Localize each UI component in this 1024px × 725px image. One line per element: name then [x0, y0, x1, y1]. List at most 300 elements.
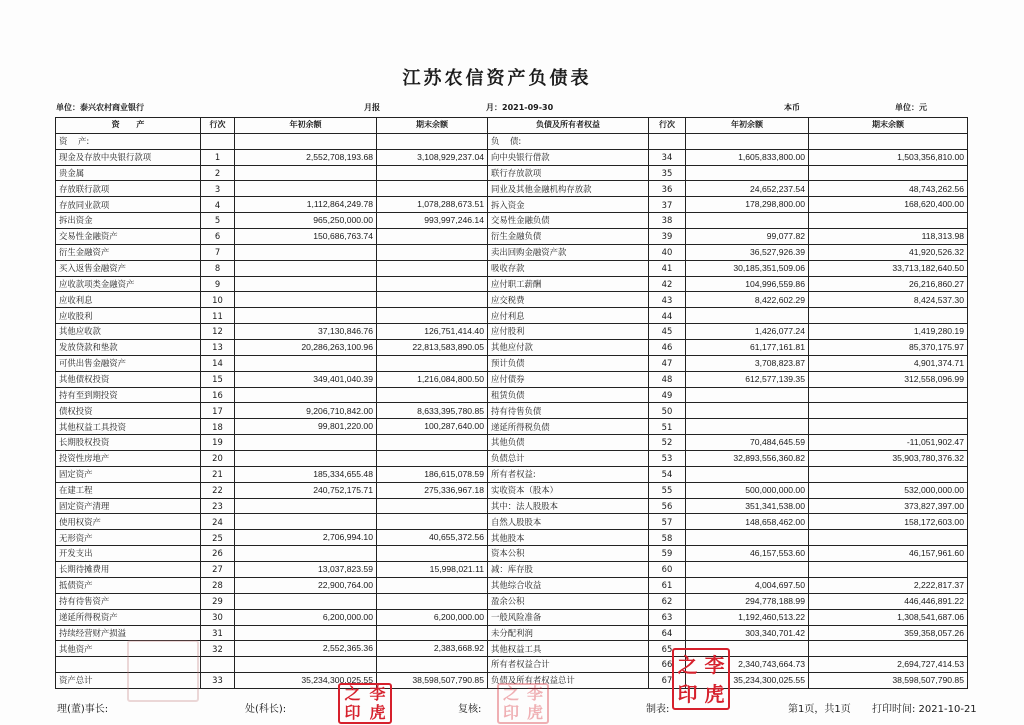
liability-line-no: 53 [649, 451, 686, 467]
asset-begin-balance [235, 593, 377, 609]
liability-line-no: 43 [649, 292, 686, 308]
seal-char: 印 [677, 681, 698, 706]
liability-end-balance: 2,694,727,414.53 [809, 657, 968, 673]
liability-line-no: 52 [649, 435, 686, 451]
liability-equity-name: 应付股利 [488, 324, 649, 340]
document-title: 江苏农信资产负债表 [402, 68, 592, 89]
asset-name: 递延所得税资产 [56, 609, 201, 625]
table-row [56, 435, 968, 451]
table-row [56, 498, 968, 514]
asset-end-balance [377, 657, 488, 673]
table-header-row [56, 118, 968, 134]
table-row [56, 577, 968, 593]
liability-equity-name: 其他权益工具 [488, 641, 649, 657]
header-liability-line-no: 行次 [649, 118, 686, 134]
asset-line-no: 15 [201, 371, 235, 387]
table-row [56, 530, 968, 546]
asset-line-no: 32 [201, 641, 235, 657]
asset-name: 贵金属 [56, 165, 201, 181]
liability-line-no: 44 [649, 308, 686, 324]
liability-end-balance [809, 530, 968, 546]
liability-equity-name: 所有者权益合计 [488, 657, 649, 673]
asset-name: 开发支出 [56, 546, 201, 562]
asset-end-balance [377, 625, 488, 641]
asset-name: 现金及存放中央银行款项 [56, 149, 201, 165]
asset-name: 应收股利 [56, 308, 201, 324]
asset-name: 存放联行款项 [56, 181, 201, 197]
liability-begin-balance: 351,341,538.00 [686, 498, 809, 514]
liability-end-balance: -11,051,902.47 [809, 435, 968, 451]
table-row [56, 546, 968, 562]
seal-char: 李 [704, 652, 725, 677]
asset-begin-balance [235, 276, 377, 292]
asset-name: 存放同业款项 [56, 197, 201, 213]
asset-end-balance [377, 355, 488, 371]
liability-equity-name: 联行存放款项 [488, 165, 649, 181]
seal-char: 之 [502, 684, 519, 704]
asset-line-no: 17 [201, 403, 235, 419]
asset-end-balance [377, 165, 488, 181]
asset-begin-balance [235, 657, 377, 673]
asset-name: 在建工程 [56, 482, 201, 498]
header-asset-begin-balance: 年初余额 [235, 118, 377, 134]
asset-name: 长期待摊费用 [56, 562, 201, 578]
asset-end-balance [377, 514, 488, 530]
liability-begin-balance: 35,234,300,025.55 [686, 673, 809, 689]
liability-end-balance [809, 403, 968, 419]
liability-line-no: 60 [649, 562, 686, 578]
liability-line-no: 42 [649, 276, 686, 292]
liability-line-no: 65 [649, 641, 686, 657]
asset-line-no: 13 [201, 340, 235, 356]
liability-end-balance: 446,446,891.22 [809, 593, 968, 609]
liability-line-no: 41 [649, 260, 686, 276]
asset-end-balance [377, 577, 488, 593]
header-asset-line-no: 行次 [201, 118, 235, 134]
liability-line-no: 35 [649, 165, 686, 181]
asset-line-no: 2 [201, 165, 235, 181]
liability-line-no: 54 [649, 466, 686, 482]
liability-line-no: 67 [649, 673, 686, 689]
asset-begin-balance [235, 308, 377, 324]
table-row [56, 403, 968, 419]
asset-name: 资产总计 [56, 673, 201, 689]
asset-line-no: 22 [201, 482, 235, 498]
asset-line-no: 5 [201, 213, 235, 229]
liability-equity-name: 负债总计 [488, 451, 649, 467]
liability-end-balance: 373,827,397.00 [809, 498, 968, 514]
liability-equity-name: 应付利息 [488, 308, 649, 324]
liability-line-no: 63 [649, 609, 686, 625]
table-row [56, 260, 968, 276]
asset-name: 应收利息 [56, 292, 201, 308]
asset-line-no: 11 [201, 308, 235, 324]
asset-name: 其他债权投资 [56, 371, 201, 387]
liability-end-balance [809, 562, 968, 578]
asset-name: 拆出资金 [56, 213, 201, 229]
asset-end-balance: 38,598,507,790.85 [377, 673, 488, 689]
asset-line-no: 14 [201, 355, 235, 371]
table-row [56, 292, 968, 308]
print-time: 打印时间: 2021-10-21 [872, 704, 977, 715]
asset-begin-balance [235, 165, 377, 181]
table-row [56, 213, 968, 229]
liability-end-balance: 312,558,096.99 [809, 371, 968, 387]
liability-end-balance: 168,620,400.00 [809, 197, 968, 213]
report-period: 月：2021-09-30 [486, 103, 554, 112]
liability-equity-name: 其他应付款 [488, 340, 649, 356]
liability-begin-balance [686, 133, 809, 149]
liability-begin-balance [686, 403, 809, 419]
asset-end-balance [377, 229, 488, 245]
table-row [56, 133, 968, 149]
table-row [56, 165, 968, 181]
table-row [56, 308, 968, 324]
liability-begin-balance: 4,004,697.50 [686, 577, 809, 593]
asset-begin-balance [235, 244, 377, 260]
asset-begin-balance [235, 546, 377, 562]
asset-line-no: 10 [201, 292, 235, 308]
liability-begin-balance: 61,177,161.81 [686, 340, 809, 356]
table-row [56, 229, 968, 245]
asset-name: 可供出售金融资产 [56, 355, 201, 371]
liability-end-balance: 359,358,057.26 [809, 625, 968, 641]
liability-equity-name: 自然人股股本 [488, 514, 649, 530]
liability-equity-name: 拆入资金 [488, 197, 649, 213]
asset-line-no: 9 [201, 276, 235, 292]
liability-end-balance: 85,370,175.97 [809, 340, 968, 356]
table-row [56, 355, 968, 371]
liability-equity-name: 同业及其他金融机构存放款 [488, 181, 649, 197]
asset-end-balance [377, 435, 488, 451]
liability-line-no: 58 [649, 530, 686, 546]
asset-line-no: 27 [201, 562, 235, 578]
liability-begin-balance: 32,893,556,360.82 [686, 451, 809, 467]
liability-end-balance: 4,901,374.71 [809, 355, 968, 371]
liability-line-no: 61 [649, 577, 686, 593]
asset-end-balance [377, 133, 488, 149]
asset-end-balance: 40,655,372.56 [377, 530, 488, 546]
liability-line-no: 48 [649, 371, 686, 387]
table-row [56, 419, 968, 435]
asset-line-no: 30 [201, 609, 235, 625]
liability-begin-balance [686, 530, 809, 546]
asset-name: 其他资产 [56, 641, 201, 657]
liability-line-no: 45 [649, 324, 686, 340]
liability-begin-balance: 3,708,823.87 [686, 355, 809, 371]
asset-begin-balance: 1,112,864,249.78 [235, 197, 377, 213]
liability-end-balance: 1,308,541,687.06 [809, 609, 968, 625]
liability-begin-balance: 2,340,743,664.73 [686, 657, 809, 673]
seal-char: 李 [526, 684, 543, 704]
asset-end-balance: 1,078,288,673.51 [377, 197, 488, 213]
liability-equity-name: 预计负债 [488, 355, 649, 371]
asset-end-balance: 6,200,000.00 [377, 609, 488, 625]
liability-end-balance: 1,419,280.19 [809, 324, 968, 340]
asset-name: 买入返售金融资产 [56, 260, 201, 276]
asset-begin-balance [235, 498, 377, 514]
liability-equity-name: 负 债: [488, 133, 649, 149]
asset-begin-balance: 9,206,710,842.00 [235, 403, 377, 419]
liability-begin-balance: 1,426,077.24 [686, 324, 809, 340]
table-row [56, 387, 968, 403]
reviewer-signature-label: 复核: [458, 704, 482, 715]
liability-line-no: 51 [649, 419, 686, 435]
currency-label: 本币 [784, 103, 800, 112]
asset-line-no: 31 [201, 625, 235, 641]
asset-begin-balance [235, 451, 377, 467]
liability-equity-name: 其他负债 [488, 435, 649, 451]
red-seal [338, 683, 392, 724]
liability-equity-name: 衍生金融负债 [488, 229, 649, 245]
liability-begin-balance [686, 165, 809, 181]
asset-line-no: 1 [201, 149, 235, 165]
liability-line-no: 62 [649, 593, 686, 609]
liability-end-balance: 48,743,262.56 [809, 181, 968, 197]
liability-line-no: 36 [649, 181, 686, 197]
liability-end-balance: 2,222,817.37 [809, 577, 968, 593]
seal-char: 虎 [369, 702, 386, 722]
asset-end-balance: 8,633,395,780.85 [377, 403, 488, 419]
asset-begin-balance: 6,200,000.00 [235, 609, 377, 625]
seal-char: 之 [344, 684, 361, 704]
liability-begin-balance: 178,298,800.00 [686, 197, 809, 213]
liability-line-no: 50 [649, 403, 686, 419]
asset-begin-balance [235, 625, 377, 641]
asset-name: 资 产: [56, 133, 201, 149]
liability-equity-name: 其他股本 [488, 530, 649, 546]
liability-line-no: 39 [649, 229, 686, 245]
header-liability-begin-balance: 年初余额 [686, 118, 809, 134]
liability-line-no: 40 [649, 244, 686, 260]
seal-char: 李 [369, 684, 386, 704]
header-liabilities-equity: 负债及所有者权益 [488, 118, 649, 134]
balance-sheet-table [55, 117, 968, 689]
liability-begin-balance: 303,340,701.42 [686, 625, 809, 641]
asset-line-no: 7 [201, 244, 235, 260]
liability-equity-name: 减：库存股 [488, 562, 649, 578]
asset-begin-balance [235, 292, 377, 308]
asset-begin-balance: 2,552,365.36 [235, 641, 377, 657]
asset-begin-balance [235, 355, 377, 371]
liability-equity-name: 租赁负债 [488, 387, 649, 403]
liability-begin-balance [686, 308, 809, 324]
liability-begin-balance: 8,422,602.29 [686, 292, 809, 308]
asset-end-balance [377, 292, 488, 308]
asset-begin-balance: 99,801,220.00 [235, 419, 377, 435]
liability-line-no: 46 [649, 340, 686, 356]
liability-line-no: 37 [649, 197, 686, 213]
asset-end-balance: 22,813,583,890.05 [377, 340, 488, 356]
asset-name: 持有至到期投资 [56, 387, 201, 403]
asset-end-balance: 15,998,021.11 [377, 562, 488, 578]
asset-begin-balance: 22,900,764.00 [235, 577, 377, 593]
asset-begin-balance: 37,130,846.76 [235, 324, 377, 340]
liability-line-no: 56 [649, 498, 686, 514]
liability-begin-balance [686, 419, 809, 435]
liability-equity-name: 递延所得税负债 [488, 419, 649, 435]
asset-line-no [201, 133, 235, 149]
asset-name: 使用权资产 [56, 514, 201, 530]
liability-end-balance: 46,157,961.60 [809, 546, 968, 562]
asset-line-no: 29 [201, 593, 235, 609]
table-row [56, 149, 968, 165]
asset-line-no: 3 [201, 181, 235, 197]
asset-end-balance: 126,751,414.40 [377, 324, 488, 340]
asset-end-balance: 1,216,084,800.50 [377, 371, 488, 387]
liability-begin-balance: 104,996,559.86 [686, 276, 809, 292]
asset-end-balance [377, 387, 488, 403]
table-row [56, 340, 968, 356]
asset-name: 其他应收款 [56, 324, 201, 340]
liability-end-balance [809, 641, 968, 657]
asset-begin-balance [235, 514, 377, 530]
table-row [56, 451, 968, 467]
liability-line-no: 64 [649, 625, 686, 641]
asset-end-balance: 186,615,078.59 [377, 466, 488, 482]
asset-begin-balance: 35,234,300,025.55 [235, 673, 377, 689]
asset-line-no: 8 [201, 260, 235, 276]
liability-equity-name: 应付债券 [488, 371, 649, 387]
liability-end-balance [809, 133, 968, 149]
report-type: 月报 [364, 103, 380, 112]
liability-begin-balance: 99,077.82 [686, 229, 809, 245]
asset-line-no: 4 [201, 197, 235, 213]
seal-char: 印 [344, 702, 361, 722]
liability-end-balance [809, 213, 968, 229]
asset-line-no: 6 [201, 229, 235, 245]
asset-end-balance [377, 244, 488, 260]
liability-equity-name: 吸收存款 [488, 260, 649, 276]
liability-equity-name: 其中：法人股股本 [488, 498, 649, 514]
table-row [56, 609, 968, 625]
asset-line-no: 18 [201, 419, 235, 435]
asset-begin-balance: 965,250,000.00 [235, 213, 377, 229]
liability-begin-balance: 70,484,645.59 [686, 435, 809, 451]
liability-line-no: 47 [649, 355, 686, 371]
liability-line-no: 34 [649, 149, 686, 165]
liability-line-no: 49 [649, 387, 686, 403]
asset-end-balance: 275,336,967.18 [377, 482, 488, 498]
asset-end-balance [377, 260, 488, 276]
asset-name: 抵债资产 [56, 577, 201, 593]
asset-end-balance: 100,287,640.00 [377, 419, 488, 435]
asset-begin-balance [235, 181, 377, 197]
asset-begin-balance: 13,037,823.59 [235, 562, 377, 578]
liability-end-balance: 8,424,537.30 [809, 292, 968, 308]
asset-name: 衍生金融资产 [56, 244, 201, 260]
asset-line-no: 26 [201, 546, 235, 562]
header-assets: 资 产 [56, 118, 201, 134]
table-row [56, 466, 968, 482]
liability-equity-name: 其他综合收益 [488, 577, 649, 593]
liability-begin-balance: 1,605,833,800.00 [686, 149, 809, 165]
liability-end-balance: 532,000,000.00 [809, 482, 968, 498]
asset-line-no: 33 [201, 673, 235, 689]
asset-name: 固定资产 [56, 466, 201, 482]
liability-equity-name: 未分配利润 [488, 625, 649, 641]
liability-equity-name: 盈余公积 [488, 593, 649, 609]
asset-line-no: 12 [201, 324, 235, 340]
liability-end-balance: 1,503,356,810.00 [809, 149, 968, 165]
liability-end-balance [809, 466, 968, 482]
liability-end-balance [809, 387, 968, 403]
seal-char: 虎 [704, 681, 725, 706]
liability-equity-name: 负债及所有者权益总计 [488, 673, 649, 689]
liability-begin-balance [686, 562, 809, 578]
asset-begin-balance [235, 435, 377, 451]
asset-name: 长期股权投资 [56, 435, 201, 451]
asset-begin-balance [235, 260, 377, 276]
asset-name: 债权投资 [56, 403, 201, 419]
table-row [56, 371, 968, 387]
red-seal-faint [497, 683, 549, 724]
asset-end-balance [377, 181, 488, 197]
section-chief-signature-label: 处(科长): [245, 704, 287, 715]
liability-end-balance: 33,713,182,640.50 [809, 260, 968, 276]
asset-begin-balance [235, 387, 377, 403]
asset-name: 投资性房地产 [56, 451, 201, 467]
unit-label: 单位：元 [895, 103, 927, 112]
asset-begin-balance: 2,552,708,193.68 [235, 149, 377, 165]
header-liability-end-balance: 期末余额 [809, 118, 968, 134]
preparer-signature-label: 制表: [646, 704, 670, 715]
liability-begin-balance: 46,157,553.60 [686, 546, 809, 562]
liability-line-no [649, 133, 686, 149]
liability-equity-name: 实收资本（股本） [488, 482, 649, 498]
asset-begin-balance: 20,286,263,100.96 [235, 340, 377, 356]
asset-end-balance: 2,383,668.92 [377, 641, 488, 657]
asset-line-no: 25 [201, 530, 235, 546]
liability-equity-name: 卖出回购金融资产款 [488, 244, 649, 260]
table-row [56, 197, 968, 213]
asset-end-balance: 993,997,246.14 [377, 213, 488, 229]
asset-name: 发放贷款和垫款 [56, 340, 201, 356]
asset-name: 持续经营财产损溢 [56, 625, 201, 641]
asset-name: 应收款项类金融资产 [56, 276, 201, 292]
table-row [56, 593, 968, 609]
liability-equity-name: 向中央银行借款 [488, 149, 649, 165]
liability-equity-name: 一般风险准备 [488, 609, 649, 625]
asset-line-no: 16 [201, 387, 235, 403]
liability-line-no: 66 [649, 657, 686, 673]
asset-end-balance [377, 546, 488, 562]
asset-end-balance [377, 451, 488, 467]
table-row [56, 244, 968, 260]
liability-end-balance: 158,172,603.00 [809, 514, 968, 530]
asset-line-no: 19 [201, 435, 235, 451]
asset-line-no: 21 [201, 466, 235, 482]
liability-end-balance: 38,598,507,790.85 [809, 673, 968, 689]
asset-begin-balance: 2,706,994.10 [235, 530, 377, 546]
asset-name: 固定资产清理 [56, 498, 201, 514]
asset-line-no: 23 [201, 498, 235, 514]
seal-char: 印 [502, 702, 519, 722]
seal-char: 虎 [526, 702, 543, 722]
table-row [56, 562, 968, 578]
asset-end-balance [377, 308, 488, 324]
header-asset-end-balance: 期末余额 [377, 118, 488, 134]
asset-name: 无形资产 [56, 530, 201, 546]
asset-begin-balance: 185,334,655.48 [235, 466, 377, 482]
asset-begin-balance: 240,752,175.71 [235, 482, 377, 498]
asset-line-no: 20 [201, 451, 235, 467]
table-body [56, 133, 968, 688]
table-row [56, 482, 968, 498]
liability-begin-balance [686, 466, 809, 482]
red-seal [672, 648, 730, 710]
table-row [56, 625, 968, 641]
